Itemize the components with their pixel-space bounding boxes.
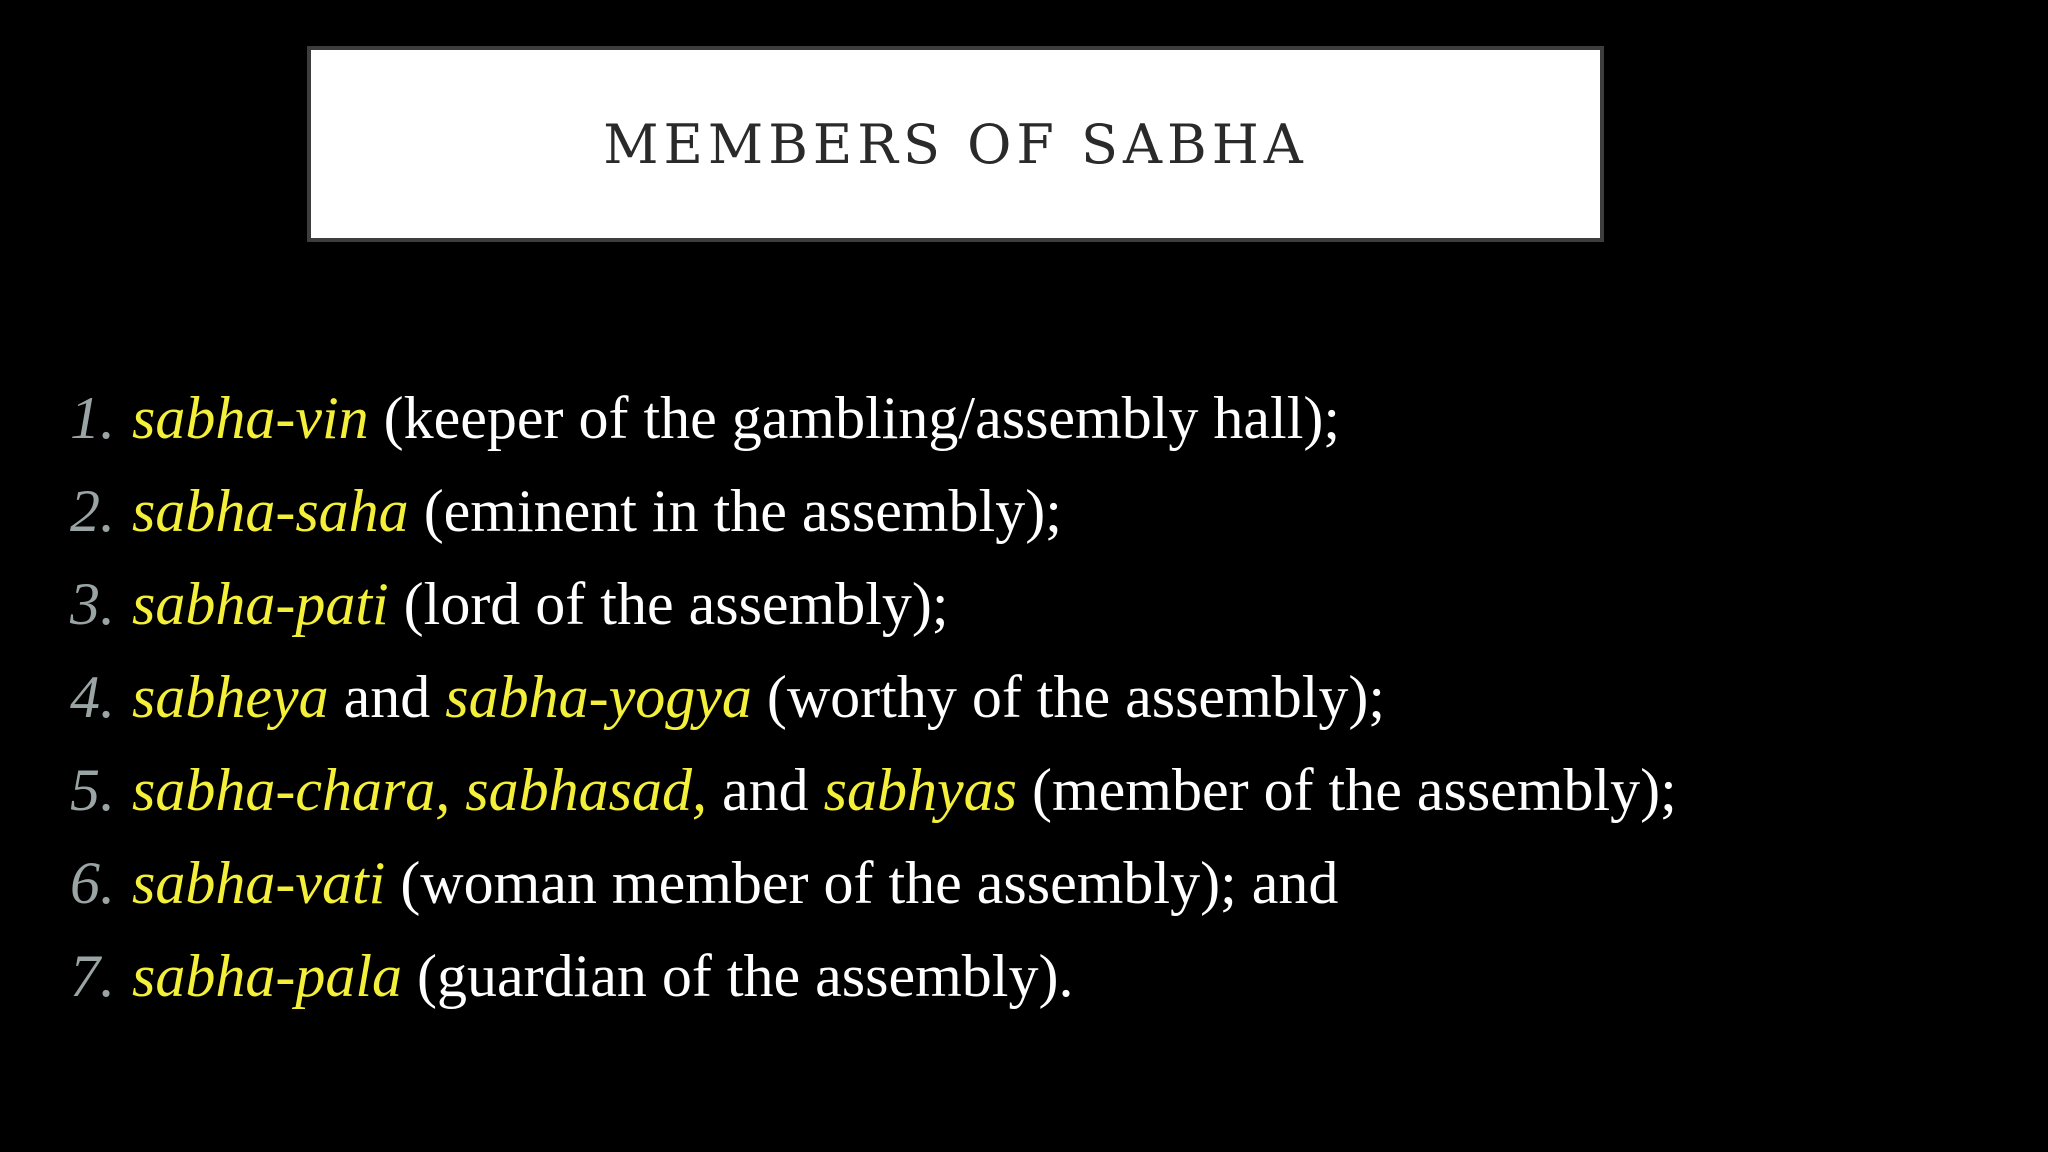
item-description: (guardian of the assembly). xyxy=(402,943,1074,1009)
item-term: sabha-pala xyxy=(132,943,402,1009)
list-item xyxy=(70,930,1677,1023)
item-description: (member of the assembly); xyxy=(1017,757,1677,823)
list-item xyxy=(70,465,1677,558)
item-term: sabha-vin xyxy=(132,385,369,451)
item-number: 5. xyxy=(70,757,115,823)
item-description: (keeper of the gambling/assembly hall); xyxy=(368,385,1341,451)
list-item xyxy=(70,372,1677,465)
item-number: 2. xyxy=(70,478,115,544)
list-item xyxy=(70,837,1677,930)
slide-title: MEMBERS OF SABHA xyxy=(603,112,1308,176)
item-description: (lord of the assembly); xyxy=(388,571,949,637)
item-term: sabha-saha xyxy=(132,478,409,544)
item-term: sabheya xyxy=(132,664,329,730)
item-number: 4. xyxy=(70,664,115,730)
item-description: (woman member of the assembly); and xyxy=(385,850,1339,916)
item-number: 7. xyxy=(70,943,115,1009)
item-number: 3. xyxy=(70,571,115,637)
item-connector: and xyxy=(328,664,446,730)
item-description: (worthy of the assembly); xyxy=(751,664,1386,730)
item-term: sabha-pati xyxy=(132,571,389,637)
item-term: sabha-vati xyxy=(132,850,386,916)
list-item xyxy=(70,744,1677,837)
item-number: 1. xyxy=(70,385,115,451)
list-item xyxy=(70,651,1677,744)
title-box xyxy=(307,46,1604,242)
item-number: 6. xyxy=(70,850,115,916)
item-term-secondary: sabha-yogya xyxy=(445,664,752,730)
item-connector: and xyxy=(707,757,824,823)
item-term-secondary: sabhyas xyxy=(823,757,1017,823)
list-item xyxy=(70,558,1677,651)
members-list xyxy=(70,372,1677,1023)
item-term: sabha-chara, sabhasad, xyxy=(132,757,708,823)
item-description: (eminent in the assembly); xyxy=(408,478,1062,544)
